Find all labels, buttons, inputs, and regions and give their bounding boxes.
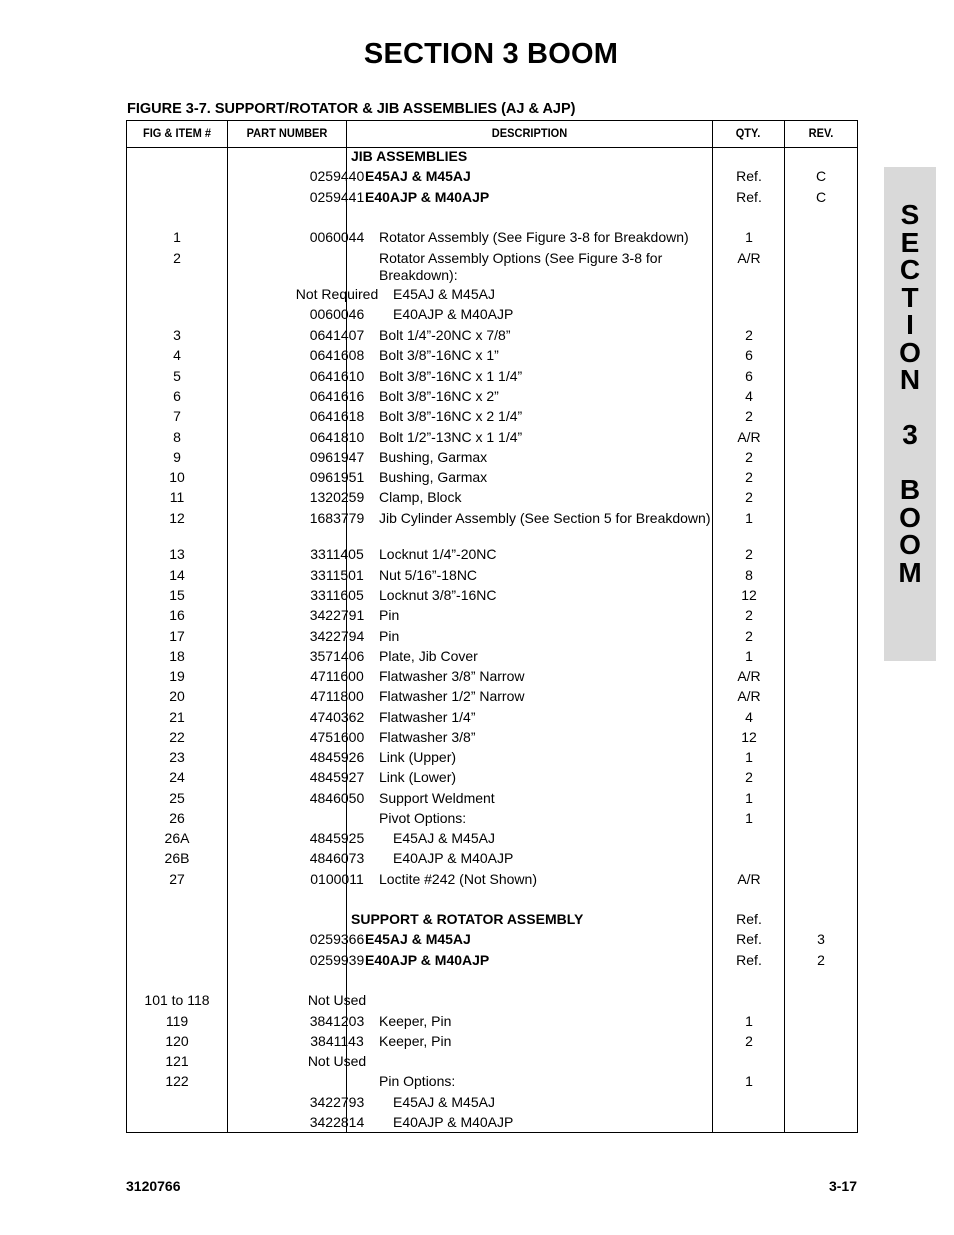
description-cell: Bolt 3/8”-16NC x 1” xyxy=(379,347,499,363)
fig-item-cell: 10 xyxy=(169,469,185,485)
fig-item-cell: 14 xyxy=(169,567,185,583)
part-number-cell: 3571406 xyxy=(309,648,365,664)
description-cell: Link (Lower) xyxy=(379,769,457,785)
part-number-cell: 3311605 xyxy=(310,587,364,603)
qty-cell: 8 xyxy=(745,567,753,583)
fig-item-cell: 2 xyxy=(173,250,181,266)
table-row xyxy=(127,628,857,648)
qty-cell: 6 xyxy=(745,347,753,363)
table-row xyxy=(127,347,857,367)
qty-cell: 2 xyxy=(745,628,753,644)
fig-item-cell: 12 xyxy=(169,510,185,526)
table-row xyxy=(127,229,857,249)
qty-cell: 4 xyxy=(745,388,753,404)
description-cell: Link (Upper) xyxy=(379,749,457,765)
qty-cell: 2 xyxy=(745,408,753,424)
part-number-cell: 4711600 xyxy=(310,668,364,684)
table-row xyxy=(127,1114,857,1134)
figure-title: FIGURE 3-7. SUPPORT/ROTATOR & JIB ASSEMBLIES (AJ & AJP) xyxy=(127,101,576,117)
qty-cell: 2 xyxy=(745,449,753,465)
qty-cell: Ref. xyxy=(736,168,762,184)
qty-cell: 2 xyxy=(745,489,753,505)
part-number-cell: 4740362 xyxy=(309,709,365,725)
rev-cell: C xyxy=(815,168,827,184)
part-number-cell: 4751600 xyxy=(309,729,365,745)
part-number-cell: 0060044 xyxy=(309,229,365,245)
table-row xyxy=(127,1013,857,1033)
table-row xyxy=(127,709,857,729)
section-title: SECTION 3 BOOM xyxy=(363,38,619,70)
fig-item-cell: 19 xyxy=(169,668,185,684)
fig-item-cell: 16 xyxy=(169,607,185,623)
fig-item-cell: 119 xyxy=(165,1013,189,1029)
table-row xyxy=(127,810,857,830)
qty-cell: 12 xyxy=(741,587,757,603)
qty-cell: A/R xyxy=(737,688,761,704)
fig-item-cell: 22 xyxy=(169,729,185,745)
side-tab-letter: M xyxy=(898,556,922,588)
rev-cell: C xyxy=(815,189,827,205)
table-row xyxy=(127,911,857,931)
table-row xyxy=(127,148,857,168)
rev-cell: 2 xyxy=(817,952,825,968)
qty-cell: Ref. xyxy=(736,931,762,947)
fig-item-cell: 5 xyxy=(173,368,181,384)
fig-item-cell: 122 xyxy=(165,1073,189,1089)
fig-item-cell: 23 xyxy=(169,749,185,765)
fig-item-cell: 101 to 118 xyxy=(144,992,210,1008)
description-cell: E45AJ & M45AJ xyxy=(365,168,471,184)
part-number-cell: 4845925 xyxy=(309,830,365,846)
fig-item-cell: 121 xyxy=(165,1053,189,1069)
part-number-cell: 0641407 xyxy=(309,327,365,343)
fig-item-cell: 27 xyxy=(169,871,185,887)
qty-cell: 1 xyxy=(745,1073,753,1089)
part-number-cell: 3311501 xyxy=(310,567,364,583)
column-header-description: DESCRIPTION xyxy=(491,126,568,140)
side-tab-letter: B xyxy=(899,474,921,505)
part-number-cell: 4846050 xyxy=(309,790,365,806)
fig-item-cell: 17 xyxy=(169,628,185,644)
column-header-part: PART NUMBER xyxy=(246,126,328,140)
qty-cell: 1 xyxy=(745,790,753,806)
description-cell: E40AJP & M40AJP xyxy=(393,306,514,322)
description-cell: Flatwasher 1/2” Narrow xyxy=(379,688,525,704)
fig-item-cell: 24 xyxy=(169,769,185,785)
description-cell: SUPPORT & ROTATOR ASSEMBLY xyxy=(351,911,584,927)
description-cell: Bushing, Garmax xyxy=(379,469,488,485)
description-cell: E40AJP & M40AJP xyxy=(365,189,490,205)
part-number-cell: 1683779 xyxy=(309,510,365,526)
description-cell: E40AJP & M40AJP xyxy=(365,952,490,968)
description-cell: Support Weldment xyxy=(379,790,495,806)
side-tab-letter: E xyxy=(900,226,920,258)
fig-item-cell: 26 xyxy=(169,810,185,826)
table-row xyxy=(127,189,857,209)
qty-cell: 6 xyxy=(745,368,753,384)
part-number-cell: 0641610 xyxy=(309,368,365,384)
qty-cell: 2 xyxy=(745,546,753,562)
description-cell: Locknut 1/4”-20NC xyxy=(379,546,497,562)
side-tab-letter: 3 xyxy=(902,419,918,450)
table-row xyxy=(127,1094,857,1114)
qty-cell: 1 xyxy=(745,749,753,765)
table-row xyxy=(127,1033,857,1053)
fig-item-cell: 26A xyxy=(164,830,190,846)
qty-cell: A/R xyxy=(737,429,761,445)
fig-item-cell: 13 xyxy=(169,546,185,562)
qty-cell: Ref. xyxy=(736,189,762,205)
description-cell: Bolt 3/8”-16NC x 2” xyxy=(379,388,499,404)
qty-cell: A/R xyxy=(737,668,761,684)
side-tab-letter: N xyxy=(899,364,921,395)
qty-cell: 2 xyxy=(745,607,753,623)
part-number-cell: Not Used xyxy=(307,1053,367,1069)
fig-item-cell: 15 xyxy=(169,587,185,603)
description-cell: Rotator Assembly Options (See Figure 3-8 for Breakdown): xyxy=(379,250,663,283)
table-row xyxy=(127,688,857,708)
table-row xyxy=(127,388,857,408)
table-row xyxy=(127,469,857,489)
qty-cell: A/R xyxy=(737,871,761,887)
table-row xyxy=(127,850,857,870)
page-number: 3-17 xyxy=(828,1178,857,1194)
table-row xyxy=(127,931,857,951)
table-row xyxy=(127,587,857,607)
side-tab-letter: O xyxy=(899,336,921,368)
description-cell: Bushing, Garmax xyxy=(379,449,488,465)
qty-cell: Ref. xyxy=(736,911,762,927)
description-cell: Plate, Jib Cover xyxy=(379,648,478,664)
table-row xyxy=(127,429,857,449)
fig-item-cell: 21 xyxy=(169,709,185,725)
table-row xyxy=(127,668,857,688)
qty-cell: 1 xyxy=(745,229,753,245)
description-cell: Keeper, Pin xyxy=(379,1013,452,1029)
part-number-cell: 0259366 xyxy=(309,931,365,947)
table-row xyxy=(127,1053,857,1073)
table-row xyxy=(127,749,857,769)
fig-item-cell: 25 xyxy=(169,790,185,806)
qty-cell: Ref. xyxy=(736,952,762,968)
description-cell: Rotator Assembly (See Figure 3-8 for Breakdown) xyxy=(379,229,689,245)
fig-item-cell: 18 xyxy=(169,648,185,664)
fig-item-cell: 120 xyxy=(165,1033,189,1049)
description-cell: Flatwasher 1/4” xyxy=(379,709,476,725)
table-row xyxy=(127,769,857,789)
description-cell: E45AJ & M45AJ xyxy=(393,1094,495,1110)
qty-cell: 4 xyxy=(745,709,753,725)
description-cell: E40AJP & M40AJP xyxy=(393,850,514,866)
side-tab-letter xyxy=(884,449,936,477)
table-row xyxy=(127,489,857,509)
part-number-cell: 3422793 xyxy=(309,1094,365,1110)
description-cell: E40AJP & M40AJP xyxy=(393,1114,514,1130)
table-row xyxy=(127,952,857,972)
table-row xyxy=(127,871,857,891)
part-number-cell: 4845927 xyxy=(309,769,365,785)
side-tab-letter: I xyxy=(906,309,914,340)
part-number-cell: 0259440 xyxy=(309,168,365,184)
description-cell: E45AJ & M45AJ xyxy=(365,931,471,947)
part-number-cell: 0060046 xyxy=(309,306,365,322)
qty-cell: 2 xyxy=(745,469,753,485)
description-cell: Clamp, Block xyxy=(379,489,462,505)
table-row xyxy=(127,790,857,810)
qty-cell: 2 xyxy=(745,327,753,343)
part-number-cell: 3422794 xyxy=(309,628,365,644)
table-row xyxy=(127,408,857,428)
fig-item-cell: 26B xyxy=(164,850,190,866)
table-row xyxy=(127,327,857,347)
description-cell: Bolt 1/4”-20NC x 7/8” xyxy=(379,327,511,343)
part-number-cell: Not Required xyxy=(295,286,379,302)
table-row xyxy=(127,306,857,326)
description-cell: Pivot Options: xyxy=(379,810,467,826)
qty-cell: 12 xyxy=(741,729,757,745)
section-side-tab xyxy=(884,167,936,661)
part-number-cell: 0641616 xyxy=(309,388,365,404)
part-number-cell: 3841203 xyxy=(309,1013,365,1029)
description-cell: Locknut 3/8”-16NC xyxy=(379,587,497,603)
table-header xyxy=(127,121,857,148)
qty-cell: 1 xyxy=(745,810,753,826)
fig-item-cell: 3 xyxy=(173,327,181,343)
table-row xyxy=(127,510,857,530)
description-cell: Pin xyxy=(379,628,400,644)
side-tab-letter xyxy=(884,394,936,422)
table-row xyxy=(127,607,857,627)
table-row xyxy=(127,168,857,188)
description-cell: Loctite #242 (Not Shown) xyxy=(379,871,537,887)
table-row xyxy=(127,567,857,587)
side-tab-letters xyxy=(884,167,936,586)
rev-cell: 3 xyxy=(817,931,825,947)
fig-item-cell: 9 xyxy=(173,449,181,465)
description-cell: Bolt 1/2”-13NC x 1 1/4” xyxy=(379,429,523,445)
qty-cell: 2 xyxy=(745,769,753,785)
table-row xyxy=(127,286,857,306)
part-number-cell: 3422791 xyxy=(309,607,365,623)
description-cell: Flatwasher 3/8” Narrow xyxy=(379,668,525,684)
description-cell: Bolt 3/8”-16NC x 2 1/4” xyxy=(379,408,523,424)
fig-item-cell: 1 xyxy=(173,229,181,245)
part-number-cell: 3311405 xyxy=(310,546,364,562)
parts-table xyxy=(126,120,858,1133)
side-tab-letter: O xyxy=(899,501,921,533)
description-cell: Flatwasher 3/8” xyxy=(379,729,476,745)
doc-number: 3120766 xyxy=(126,1178,181,1194)
description-cell: JIB ASSEMBLIES xyxy=(351,148,468,164)
fig-item-cell: 7 xyxy=(173,408,181,424)
part-number-cell: 3422814 xyxy=(309,1114,365,1130)
part-number-cell: 1320259 xyxy=(309,489,365,505)
fig-item-cell: 8 xyxy=(173,429,181,445)
fig-item-cell: 6 xyxy=(173,388,181,404)
description-cell: Pin Options: xyxy=(379,1073,456,1089)
part-number-cell: 0100011 xyxy=(310,871,364,887)
table-row xyxy=(127,449,857,469)
part-number-cell: 4711800 xyxy=(310,688,364,704)
table-row xyxy=(127,368,857,388)
qty-cell: A/R xyxy=(737,250,761,266)
table-row xyxy=(127,1073,857,1093)
qty-cell: 1 xyxy=(745,648,753,664)
qty-cell: 2 xyxy=(745,1033,753,1049)
column-header-rev: REV. xyxy=(808,126,834,140)
table-row xyxy=(127,992,857,1012)
part-number-cell: 0259441 xyxy=(309,189,365,205)
table-row xyxy=(127,648,857,668)
side-tab-letter: T xyxy=(901,281,919,313)
part-number-cell: 0641618 xyxy=(309,408,365,424)
fig-item-cell: 11 xyxy=(169,489,185,505)
description-cell: Jib Cylinder Assembly (See Section 5 for Breakdown) xyxy=(379,510,711,526)
part-number-cell: 0961951 xyxy=(309,469,365,485)
column-header-fig: FIG & ITEM # xyxy=(142,126,212,140)
part-number-cell: 4845926 xyxy=(309,749,365,765)
fig-item-cell: 4 xyxy=(173,347,181,363)
part-number-cell: 0641810 xyxy=(309,429,365,445)
qty-cell: 1 xyxy=(745,510,753,526)
description-cell: Keeper, Pin xyxy=(379,1033,452,1049)
description-cell: Bolt 3/8”-16NC x 1 1/4” xyxy=(379,368,523,384)
description-cell: E45AJ & M45AJ xyxy=(393,830,495,846)
description-cell: Nut 5/16”-18NC xyxy=(379,567,478,583)
table-row xyxy=(127,250,857,283)
side-tab-letter: C xyxy=(899,254,921,285)
side-tab-letter: O xyxy=(899,529,921,560)
description-cell: E45AJ & M45AJ xyxy=(393,286,495,302)
part-number-cell: 0641608 xyxy=(309,347,365,363)
part-number-cell: 3841143 xyxy=(310,1033,364,1049)
table-row xyxy=(127,830,857,850)
qty-cell: 1 xyxy=(745,1013,753,1029)
table-row xyxy=(127,546,857,566)
description-cell: Pin xyxy=(379,607,400,623)
part-number-cell: 0961947 xyxy=(309,449,365,465)
part-number-cell: Not Used xyxy=(307,992,367,1008)
part-number-cell: 4846073 xyxy=(309,850,365,866)
side-tab-letter: S xyxy=(900,199,920,230)
table-row xyxy=(127,729,857,749)
fig-item-cell: 20 xyxy=(169,688,185,704)
part-number-cell: 0259939 xyxy=(309,952,365,968)
column-header-qty: QTY. xyxy=(735,126,761,140)
